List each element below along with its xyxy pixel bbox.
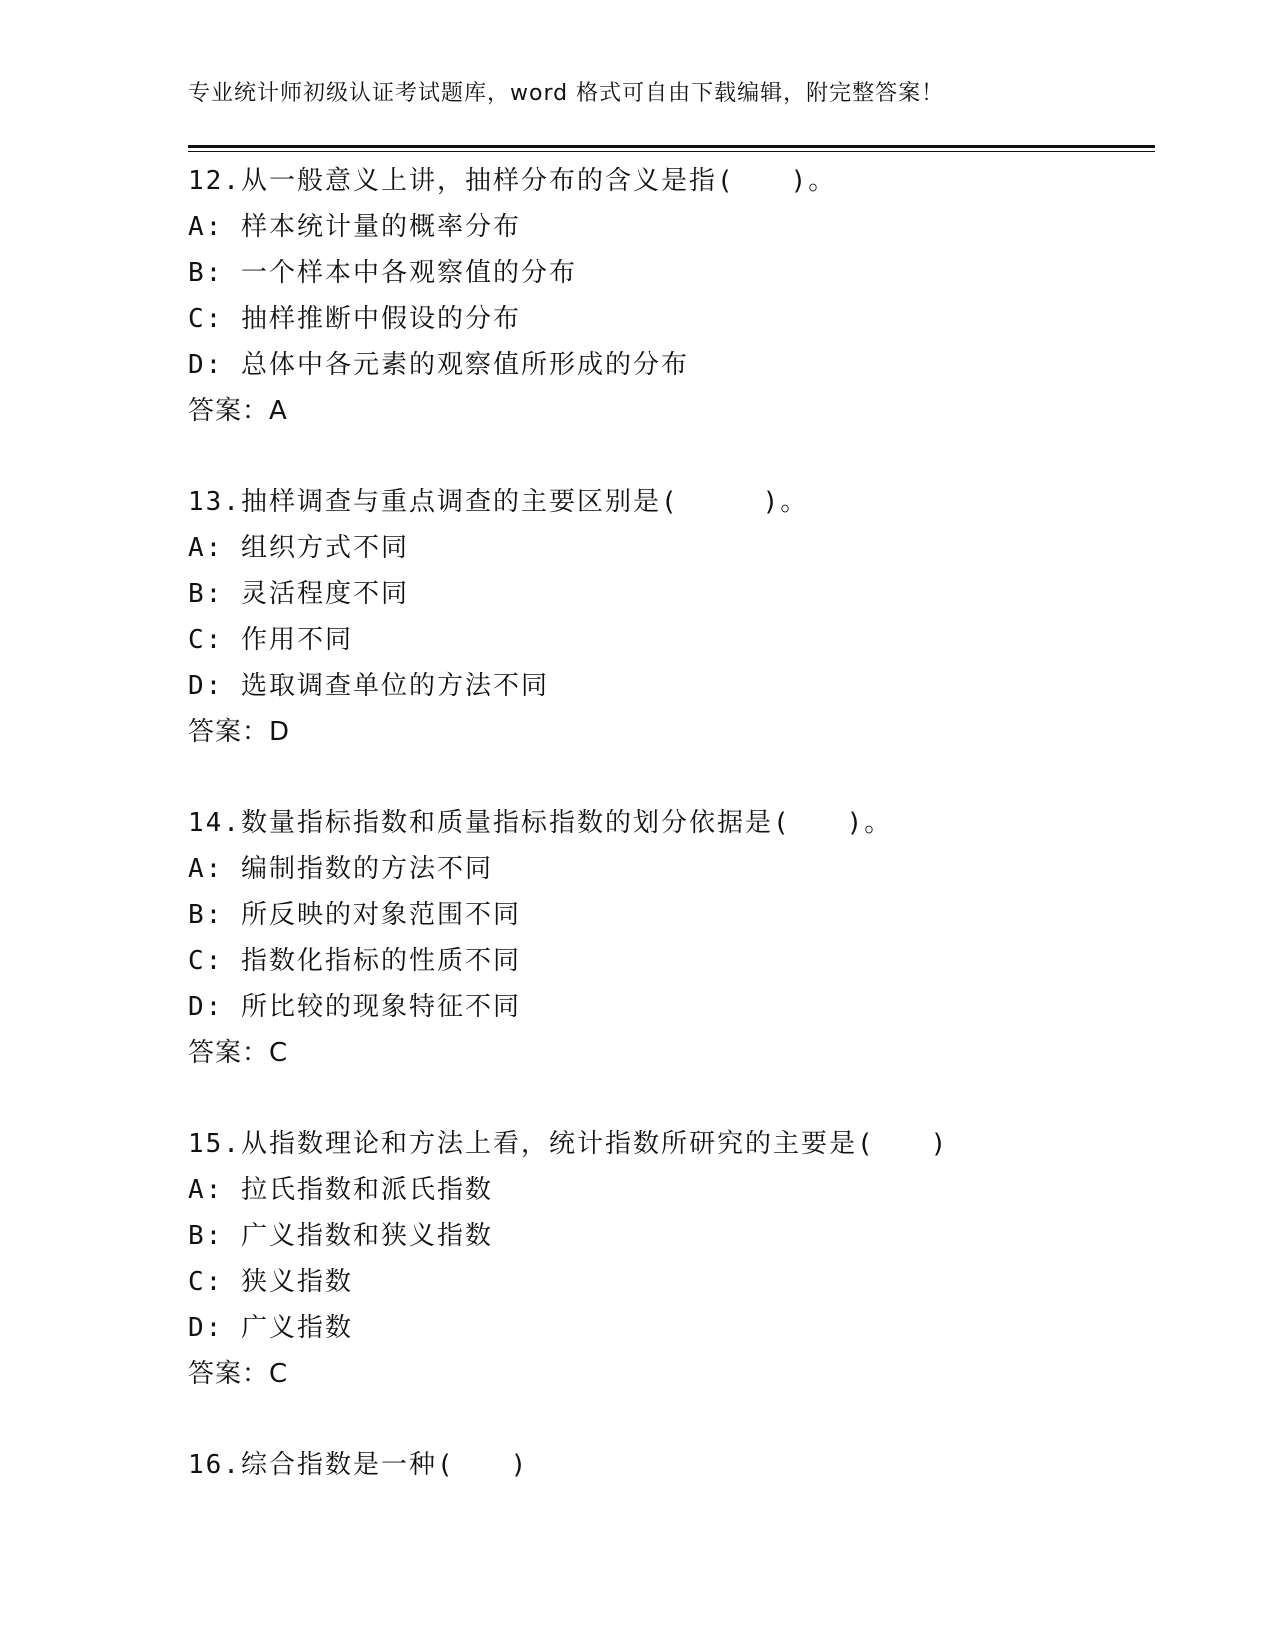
answer-label: 答案： [188, 717, 270, 747]
question-stem: 13.抽样调查与重点调查的主要区别是( )。 [188, 487, 809, 517]
question-16 [188, 1442, 1148, 1488]
answer-line [188, 388, 1148, 434]
question-15 [188, 1121, 1148, 1397]
option-b: B: 一个样本中各观察值的分布 [188, 258, 577, 288]
answer-label: 答案： [188, 1038, 270, 1068]
answer-value: C [269, 1038, 289, 1068]
answer-line [188, 709, 1148, 755]
answer-label: 答案： [188, 396, 270, 426]
option-c: C: 抽样推断中假设的分布 [188, 304, 521, 334]
question-stem: 14.数量指标指数和质量指标指数的划分依据是( )。 [188, 808, 893, 838]
answer-value: A [269, 396, 288, 426]
answer-line [188, 1030, 1148, 1076]
option-b: B: 灵活程度不同 [188, 579, 409, 609]
question-13 [188, 479, 1148, 755]
option-d: D: 选取调查单位的方法不同 [188, 671, 549, 701]
question-stem: 15.从指数理论和方法上看，统计指数所研究的主要是( ) [188, 1129, 949, 1159]
option-a: A: 组织方式不同 [188, 533, 409, 563]
option-c: C: 指数化指标的性质不同 [188, 946, 521, 976]
question-stem: 12.从一般意义上讲，抽样分布的含义是指( )。 [188, 166, 837, 196]
option-b: B: 所反映的对象范围不同 [188, 900, 521, 930]
option-c: C: 狭义指数 [188, 1267, 353, 1297]
question-list [188, 158, 1148, 1533]
option-a: A: 拉氏指数和派氏指数 [188, 1175, 493, 1205]
option-d: D: 总体中各元素的观察值所形成的分布 [188, 350, 689, 380]
option-c: C: 作用不同 [188, 625, 353, 655]
page-header: 专业统计师初级认证考试题库，word 格式可自由下载编辑，附完整答案！ [188, 81, 945, 106]
answer-label: 答案： [188, 1359, 270, 1389]
answer-line [188, 1351, 1148, 1397]
question-14 [188, 800, 1148, 1076]
header-divider-thick [188, 145, 1155, 148]
option-d: D: 所比较的现象特征不同 [188, 992, 521, 1022]
answer-value: C [269, 1359, 289, 1389]
option-d: D: 广义指数 [188, 1313, 353, 1343]
answer-value: D [269, 717, 291, 747]
header-divider-thin [188, 151, 1155, 152]
option-b: B: 广义指数和狭义指数 [188, 1221, 493, 1251]
option-a: A: 编制指数的方法不同 [188, 854, 493, 884]
option-a: A: 样本统计量的概率分布 [188, 212, 521, 242]
question-stem: 16.综合指数是一种( ) [188, 1450, 529, 1480]
question-12 [188, 158, 1148, 434]
